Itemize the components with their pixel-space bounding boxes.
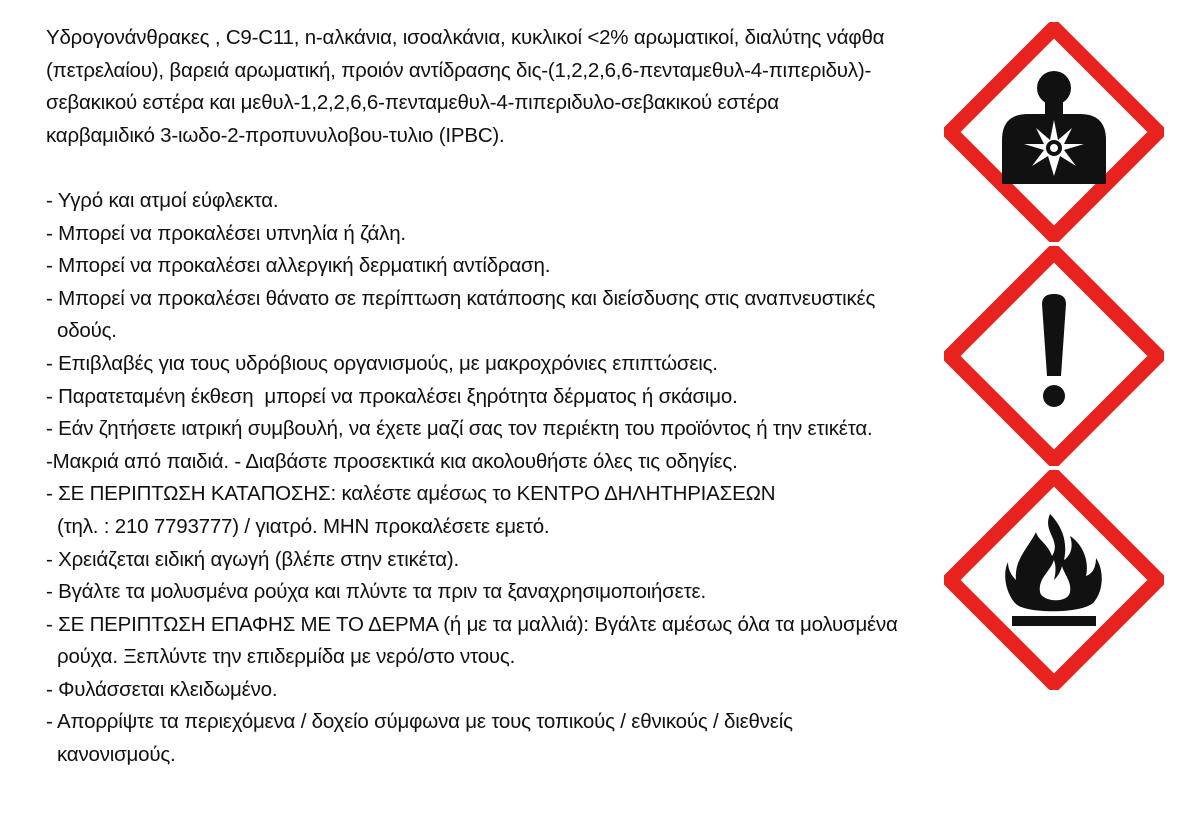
statement-line: - Φυλάσσεται κλειδωμένο. (46, 677, 278, 701)
statement-line: - Βγάλτε τα μολυσμένα ρούχα και πλύντε τα πριν τα ξαναχρησιμοποιήσετε. (46, 580, 706, 604)
statement-line: ρούχα. Ξεπλύντε την επιδερμίδα με νερό/στο ντους. (46, 645, 516, 669)
ingredients-line: Υδρογονάνθρακες , C9-C11, n-αλκάνια, ισοαλκάνια, κυκλικοί <2% αρωματικοί, διαλύτης νάφθα (46, 26, 885, 49)
health-hazard-icon (944, 22, 1164, 242)
paragraph-gap (46, 152, 946, 185)
statement-line: - Χρειάζεται ειδική αγωγή (βλέπε στην ετικέτα). (46, 547, 459, 571)
statement-line: - ΣΕ ΠΕΡΙΠΤΩΣΗ ΚΑΤΑΠΟΣΗΣ: καλέστε αμέσως το ΚΕΝΤΡΟ ΔΗΛΗΤΗΡΙΑΣΕΩΝ (46, 482, 776, 506)
ingredients-line: (πετρελαίου), βαρειά αρωματική, προιόν αντίδρασης δις-(1,2,2,6,6-πενταμεθυλ-4-πιπεριδυλ)- (46, 58, 872, 82)
statement-line: - Παρατεταμένη έκθεση μπορεί να προκαλέσει ξηρότητα δέρματος ή σκάσιμο. (46, 384, 738, 408)
statement-line: - Μπορεί να προκαλέσει θάνατο σε περίπτωση κατάποσης και διείσδυσης στις αναπνευστικές (46, 286, 876, 310)
statement-line: - Μπορεί να προκαλέσει αλλεργική δερματική αντίδραση. (46, 254, 551, 278)
statement-line: - Υγρό και ατμοί εύφλεκτα. (46, 188, 279, 212)
ingredients-line: σεβακικού εστέρα και μεθυλ-1,2,2,6,6-πενταμεθυλ-4-πιπεριδυλο-σεβακικού εστέρα (46, 91, 779, 115)
statement-line: οδούς. (46, 319, 117, 343)
statement-line: - Απορρίψτε τα περιεχόμενα / δοχείο σύμφωνα με τους τοπικούς / εθνικούς / διεθνείς (46, 710, 793, 734)
statement-line: - Μπορεί να προκαλέσει υπνηλία ή ζάλη. (46, 221, 406, 245)
exclamation-mark-icon (944, 246, 1164, 466)
statement-line: - Εάν ζητήσετε ιατρική συμβουλή, να έχετε μαζί σας τον περιέκτη του προϊόντος ή την ετικέτα. (46, 417, 873, 441)
flame-icon (944, 470, 1164, 690)
statement-line: - ΣΕ ΠΕΡΙΠΤΩΣΗ ΕΠΑΦΗΣ ΜΕ ΤΟ ΔΕΡΜΑ (ή με τα μαλλιά): Βγάλτε αμέσως όλα τα μολυσμένα (46, 612, 898, 636)
ingredients-line: καρβαμιδικό 3-ιωδο-2-προπυνυλοβου-τυλιο (IPBC). (46, 123, 505, 147)
statement-line: (τηλ. : 210 7793777) / γιατρό. ΜΗΝ προκαλέσετε εμετό. (46, 514, 550, 538)
statement-line: -Μακριά από παιδιά. - Διαβάστε προσεκτικά κια ακολουθήστε όλες τις οδηγίες. (46, 449, 738, 473)
statement-line: - Επιβλαβές για τους υδρόβιους οργανισμούς, με μακροχρόνιες επιπτώσεις. (46, 351, 718, 375)
statement-line: κανονισμούς. (46, 743, 176, 767)
label-text (46, 22, 946, 772)
